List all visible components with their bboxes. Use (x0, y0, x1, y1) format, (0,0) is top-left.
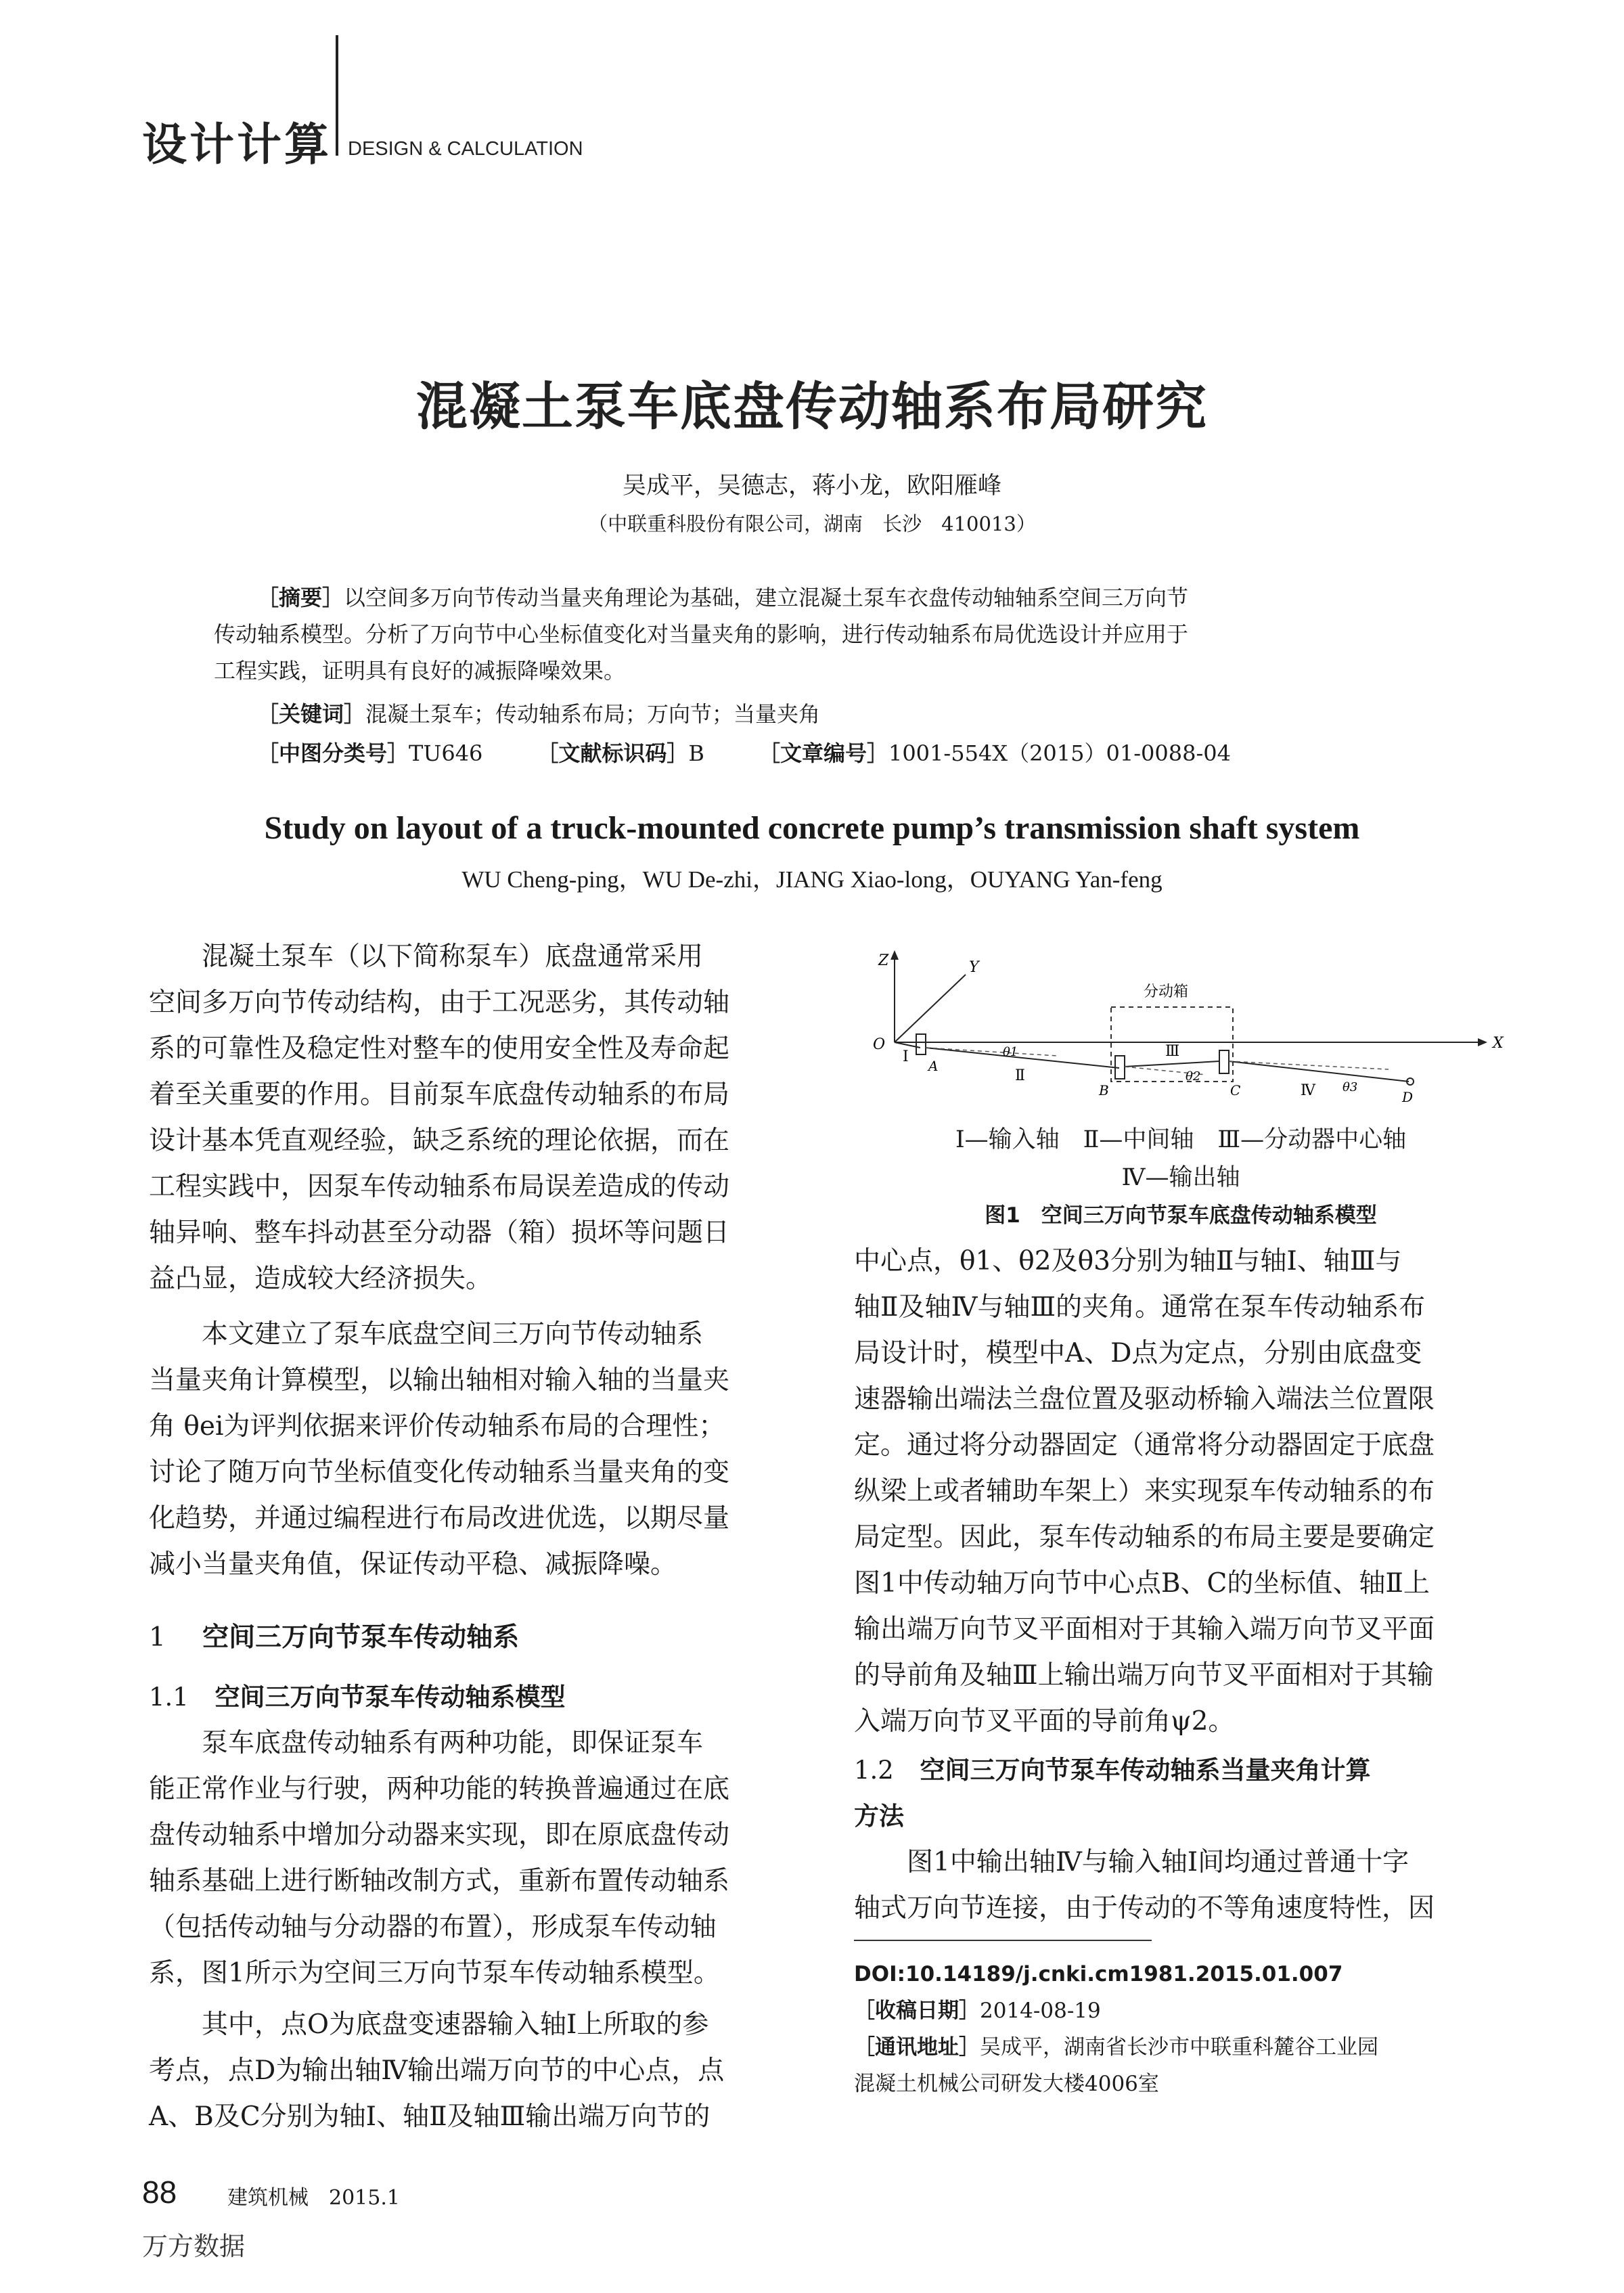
point-a-label: A (928, 1058, 939, 1074)
shaft-4-label: Ⅳ (1301, 1082, 1315, 1099)
clc-value: TU646 (409, 740, 483, 766)
doc-code-label: ［文献标识码］ (537, 740, 689, 766)
line: 轴异响、整车抖动甚至分动器（箱）损坏等问题日 (149, 1218, 730, 1248)
y-axis-label: Y (969, 959, 979, 976)
left-column (149, 934, 800, 2140)
left-paragraph-3 (149, 1720, 800, 1997)
transfer-case-label: 分动箱 (1144, 983, 1189, 1000)
heading-1-2-number: 1.2 (854, 1756, 894, 1785)
address-line-2: 混凝土机械公司研发大楼4006室 (854, 2072, 1159, 2096)
line: 中心点，θ1、θ2及θ3分别为轴Ⅱ与轴Ⅰ、轴Ⅲ与 (854, 1246, 1402, 1276)
line: 能正常作业与行驶，两种功能的转换普遍通过在底 (149, 1774, 730, 1804)
z-arrow-icon (890, 950, 899, 960)
point-d-label: D (1402, 1089, 1414, 1105)
line: 化趋势，并通过编程进行布局改进优选，以期尽量 (149, 1503, 730, 1534)
line: 本文建立了泵车底盘空间三万向节传动轴系 (202, 1319, 704, 1350)
paper-title: 混凝土泵车底盘传动轴系布局研究 (416, 376, 1208, 437)
doc-code-value: B (688, 740, 704, 766)
section-label-en: DESIGN & CALCULATION (348, 138, 583, 160)
keywords-label: ［关键词］ (257, 701, 366, 727)
abstract (214, 579, 1452, 689)
line: 图1中传动轴万向节中心点B、C的坐标值、轴Ⅱ上 (854, 1568, 1430, 1599)
left-paragraph-2 (149, 1312, 800, 1588)
watermark: 万方数据 (142, 2231, 246, 2261)
header-divider (336, 35, 338, 156)
line: 轴Ⅱ及轴Ⅳ与轴Ⅲ的夹角。通常在泵车传动轴系布 (854, 1292, 1426, 1322)
heading-1-2 (854, 1747, 1508, 1840)
shaft-3-line (1125, 1061, 1219, 1067)
line: 轴式万向节连接，由于传动的不等角速度特性，因 (854, 1893, 1435, 1923)
line: 讨论了随万向节坐标值变化传动轴系当量夹角的变 (149, 1457, 730, 1488)
line: 泵车底盘传动轴系有两种功能，即保证泵车 (202, 1728, 704, 1758)
keywords-text: 混凝土泵车；传动轴系布局；万向节；当量夹角 (365, 701, 821, 727)
address-label: ［通讯地址］ (854, 2035, 980, 2060)
left-paragraph-4 (149, 2002, 800, 2140)
theta-2-label: θ2 (1186, 1069, 1201, 1084)
heading-1-text: 空间三万向节泵车传动轴系 (202, 1622, 520, 1653)
article-no-label: ［文章编号］ (758, 740, 888, 766)
line: 速器输出端法兰盘位置及驱动桥输入端法兰位置限 (854, 1384, 1435, 1415)
authors: 吴成平，吴德志，蒋小龙，欧阳雁峰 (622, 472, 1001, 499)
line: 空间多万向节传动结构，由于工况恶劣，其传动轴 (149, 987, 730, 1018)
line: 的导前角及轴Ⅲ上输出端万向节叉平面相对于其输 (854, 1660, 1434, 1691)
heading-1-number: 1 (149, 1622, 166, 1653)
line: 当量夹角计算模型，以输出轴相对输入轴的当量夹 (149, 1365, 730, 1396)
article-no-value: 1001-554X（2015）01-0088-04 (888, 740, 1232, 766)
heading-1-2-text: 空间三万向节泵车传动轴系当量夹角计算 (920, 1756, 1371, 1785)
origin-label: O (873, 1036, 886, 1053)
english-authors: WU Cheng-ping，WU De-zhi，JIANG Xiao-long，OUYANG Yan-feng (461, 866, 1163, 893)
right-paragraph-1 (854, 1239, 1508, 1745)
shaft-2-label: Ⅱ (1015, 1067, 1025, 1084)
clc-label: ［中图分类号］ (257, 740, 409, 766)
footnote (854, 1956, 1508, 2102)
keywords (257, 697, 820, 728)
heading-1-1 (149, 1674, 800, 1720)
line: 输出端万向节叉平面相对于其输入端万向节叉平面 (854, 1614, 1435, 1645)
line: 入端万向节叉平面的导前角ψ2。 (854, 1706, 1235, 1737)
left-paragraph-1 (149, 934, 800, 1302)
x-arrow-icon (1478, 1038, 1487, 1046)
shaft-3-label: Ⅲ (1165, 1043, 1180, 1060)
line: 盘传动轴系中增加分动器来实现，即在原底盘传动 (149, 1820, 730, 1850)
page-number: 88 (142, 2175, 177, 2210)
english-title: Study on layout of a truck-mounted concrete pump’s transmission shaft system (264, 810, 1360, 846)
figure-1-caption: 图1 空间三万向节泵车底盘传动轴系模型 (985, 1203, 1377, 1228)
abstract-line-3: 工程实践，证明具有良好的减振降噪效果。 (214, 658, 626, 684)
line: 轴系基础上进行断轴改制方式，重新布置传动轴系 (149, 1866, 730, 1896)
y-axis (895, 975, 966, 1042)
shaft-2-line (926, 1048, 1119, 1068)
line: 局定型。因此，泵车传动轴系的布局主要是要确定 (854, 1522, 1435, 1553)
received-date-label: ［收稿日期］ (854, 1999, 980, 2023)
line: 纵梁上或者辅助车架上）来实现泵车传动轴系的布 (854, 1476, 1435, 1507)
classification (257, 736, 1475, 767)
abstract-line-1: 以空间多万向节传动当量夹角理论为基础，建立混凝土泵车衣盘传动轴轴系空间三万向节 (344, 585, 1189, 610)
line: 其中，点O为底盘变速器输入轴Ⅰ上所取的参 (202, 2009, 709, 2040)
line: 局设计时，模型中A、D点为定点，分别由底盘变 (854, 1338, 1422, 1368)
heading-1-1-number: 1.1 (149, 1683, 189, 1712)
point-b-label: B (1099, 1082, 1109, 1098)
line: A、B及C分别为轴Ⅰ、轴Ⅱ及轴Ⅲ输出端万向节的 (149, 2101, 710, 2132)
line: 角 θei为评判依据来评价传动轴系布局的合理性； (149, 1411, 725, 1442)
line: 设计基本凭直观经验，缺乏系统的理论依据，而在 (149, 1126, 730, 1156)
line: 着至关重要的作用。目前泵车底盘传动轴系的布局 (149, 1079, 730, 1110)
address-line-1: 吴成平，湖南省长沙市中联重科麓谷工业园 (980, 2035, 1378, 2060)
figure-1-legend-line-2: Ⅳ—输出轴 (1121, 1164, 1240, 1191)
abstract-line-2: 传动轴系模型。分析了万向节中心坐标值变化对当量夹角的影响，进行传动轴系布局优选设计并应用于 (214, 621, 1189, 647)
line: 考点，点D为输出轴Ⅳ输出端万向节的中心点，点 (149, 2055, 725, 2086)
line: 工程实践中，因泵车传动轴系布局误差造成的传动 (149, 1172, 730, 1202)
line: 系的可靠性及稳定性对整车的使用安全性及寿命起 (149, 1033, 730, 1064)
doi: DOI:10.14189/j.cnki.cm1981.2015.01.007 (854, 1962, 1343, 1986)
received-date: 2014-08-19 (980, 1999, 1101, 2023)
shaft-3-extension (1229, 1061, 1389, 1069)
z-axis-label: Z (878, 952, 889, 969)
affiliation: （中联重科股份有限公司，湖南 长沙 410013） (588, 512, 1036, 535)
heading-1-2-text-cont: 方法 (854, 1802, 904, 1831)
section-label-cn: 设计计算 (142, 118, 332, 171)
figure-1-legend-line-1: Ⅰ—输入轴 Ⅱ—中间轴 Ⅲ—分动器中心轴 (955, 1126, 1407, 1153)
joint-a-icon (916, 1034, 926, 1054)
line: （包括传动轴与分动器的布置），形成泵车传动轴 (149, 1912, 717, 1942)
abstract-label: ［摘要］ (257, 585, 344, 610)
joint-c-icon (1219, 1050, 1229, 1073)
right-paragraph-2 (854, 1840, 1508, 1932)
line: 减小当量夹角值，保证传动平稳、减振降噪。 (149, 1549, 677, 1580)
line: 益凸显，造成较大经济损失。 (149, 1264, 493, 1294)
heading-1-1-text: 空间三万向节泵车传动轴系模型 (215, 1683, 566, 1712)
x-axis-label: X (1493, 1035, 1504, 1052)
shaft-1-label: Ⅰ (903, 1048, 909, 1065)
heading-1 (149, 1615, 800, 1661)
right-column (854, 1239, 1508, 1932)
shaft-4-line (1229, 1061, 1409, 1082)
line: 定。通过将分动器固定（通常将分动器固定于底盘 (854, 1430, 1435, 1461)
line: 系，图1所示为空间三万向节泵车传动轴系模型。 (149, 1958, 720, 1988)
theta-3-label: θ3 (1343, 1080, 1358, 1094)
journal-info: 建筑机械 2015.1 (227, 2186, 400, 2210)
line: 图1中输出轴Ⅳ与输入轴Ⅰ间均通过普通十字 (907, 1847, 1409, 1877)
footnote-rule (854, 1940, 1152, 1941)
line: 混凝土泵车（以下简称泵车）底盘通常采用 (202, 941, 704, 972)
theta-1-label: θ1 (1003, 1045, 1018, 1059)
point-c-label: C (1230, 1082, 1241, 1098)
